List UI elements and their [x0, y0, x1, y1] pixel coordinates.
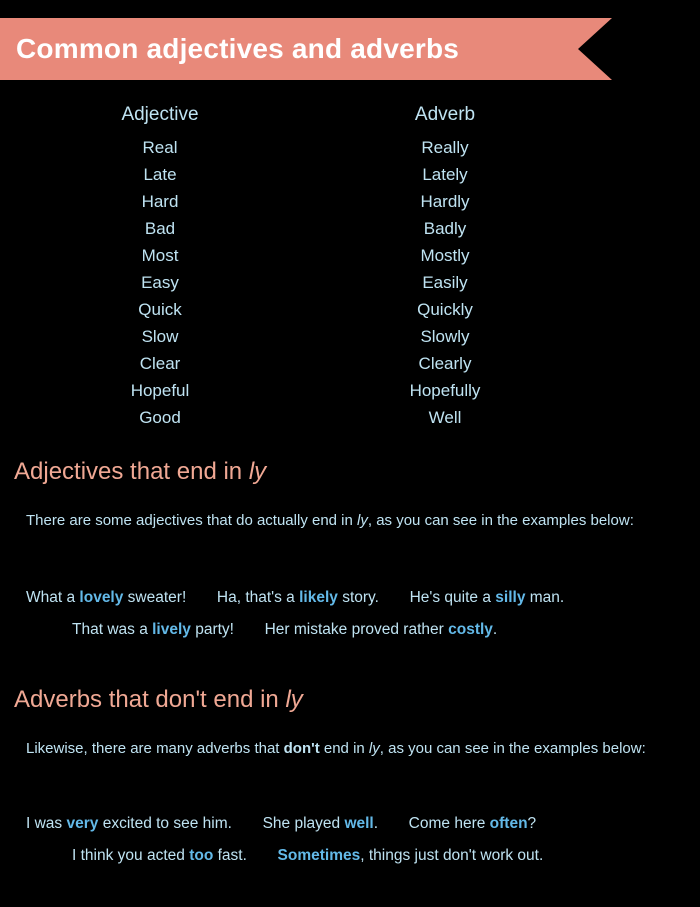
example-pre: That was a — [72, 621, 153, 638]
table-row — [0, 269, 700, 296]
intro-part-1: There are some adjectives that do actually end in — [26, 512, 358, 529]
adjective-cell: Late — [143, 165, 177, 184]
adjective-cell: Slow — [141, 327, 179, 346]
example-pre: What a — [26, 589, 80, 606]
highlighted-word: likely — [299, 589, 338, 606]
adjective-cell: Bad — [144, 219, 176, 238]
adjective-cell: Most — [141, 246, 179, 265]
highlighted-word: very — [66, 815, 99, 832]
adjective-cell: Easy — [141, 273, 179, 292]
adverb-cell: Quickly — [417, 300, 473, 319]
highlighted-word: costly — [448, 621, 493, 638]
intro-part-2: end in — [319, 740, 369, 757]
table-header-row — [0, 104, 700, 126]
example-post: ? — [527, 815, 537, 832]
table-row — [0, 404, 700, 431]
example-pre: I was — [26, 815, 67, 832]
intro-part-2: , as you can see in the examples below: — [367, 512, 634, 529]
section-heading-adjectives — [14, 458, 266, 486]
intro-italic-ly: ly — [368, 740, 380, 757]
adverb-cell: Slowly — [420, 327, 470, 346]
intro-part-1: Likewise, there are many adverbs that — [26, 740, 284, 757]
example-post: . — [492, 621, 498, 638]
heading-text: Adverbs that don't end in — [14, 686, 286, 713]
intro-italic-ly: ly — [357, 512, 368, 529]
adverb-cell: Clearly — [418, 354, 472, 373]
adverb-cell: Really — [421, 138, 469, 157]
example-line — [0, 582, 700, 614]
example-pre: Her mistake proved rather — [264, 621, 449, 638]
table-row — [0, 350, 700, 377]
adverb-cell: Easily — [422, 273, 468, 292]
adjective-cell: Clear — [139, 354, 181, 373]
table-row — [0, 242, 700, 269]
table-row — [0, 215, 700, 242]
intro-bold-dont: don't — [283, 740, 320, 757]
highlighted-word: lovely — [79, 589, 124, 606]
table-row — [0, 188, 700, 215]
title-banner — [0, 18, 612, 80]
highlighted-word: well — [344, 815, 374, 832]
intro-part-3: , as you can see in the examples below: — [379, 740, 646, 757]
table-row — [0, 323, 700, 350]
word-table — [0, 104, 700, 431]
intro-paragraph-adjectives — [26, 510, 666, 532]
example-post: sweater! — [123, 589, 187, 606]
example-pre: Ha, that's a — [216, 589, 300, 606]
highlighted-word: silly — [495, 589, 526, 606]
table-row — [0, 377, 700, 404]
adverb-cell: Lately — [422, 165, 468, 184]
heading-text: Adjectives that end in — [14, 458, 249, 485]
adjective-cell: Quick — [138, 300, 182, 319]
adverb-cell: Badly — [423, 219, 467, 238]
adjective-cell: Good — [139, 408, 181, 427]
column-header-adverb: Adverb — [414, 104, 476, 125]
example-pre: She played — [262, 815, 345, 832]
highlighted-word: lively — [152, 621, 191, 638]
example-post: man. — [525, 589, 565, 606]
example-line — [0, 840, 700, 872]
section-heading-adverbs — [14, 686, 303, 714]
page-title: Common adjectives and adverbs — [16, 33, 460, 64]
heading-italic-ly: ly — [285, 686, 303, 713]
adjective-cell: Hard — [141, 192, 179, 211]
example-pre: I think you acted — [72, 847, 190, 864]
heading-italic-ly: ly — [248, 458, 267, 485]
table-row — [0, 134, 700, 161]
example-post: story. — [337, 589, 379, 606]
highlighted-word: too — [189, 847, 214, 864]
highlighted-word: often — [489, 815, 528, 832]
table-row — [0, 296, 700, 323]
adjective-cell: Hopeful — [130, 381, 190, 400]
example-post: fast. — [213, 847, 247, 864]
example-post: , things just don't work out. — [360, 847, 544, 864]
example-pre: Come here — [408, 815, 490, 832]
example-line — [0, 614, 700, 646]
table-row — [0, 161, 700, 188]
intro-paragraph-adverbs — [26, 738, 666, 760]
adverb-cell: Hopefully — [409, 381, 481, 400]
examples-adjectives — [0, 582, 700, 646]
adverb-cell: Well — [428, 408, 462, 427]
adverb-cell: Hardly — [420, 192, 470, 211]
example-pre: He's quite a — [409, 589, 496, 606]
example-post: . — [373, 815, 379, 832]
example-line — [0, 808, 700, 840]
column-header-adjective: Adjective — [121, 104, 199, 125]
adverb-cell: Mostly — [420, 246, 470, 265]
examples-adverbs — [0, 808, 700, 872]
example-post: party! — [190, 621, 234, 638]
table-body — [0, 134, 700, 431]
example-post: excited to see him. — [98, 815, 232, 832]
highlighted-word: Sometimes — [277, 847, 361, 864]
adjective-cell: Real — [142, 138, 178, 157]
